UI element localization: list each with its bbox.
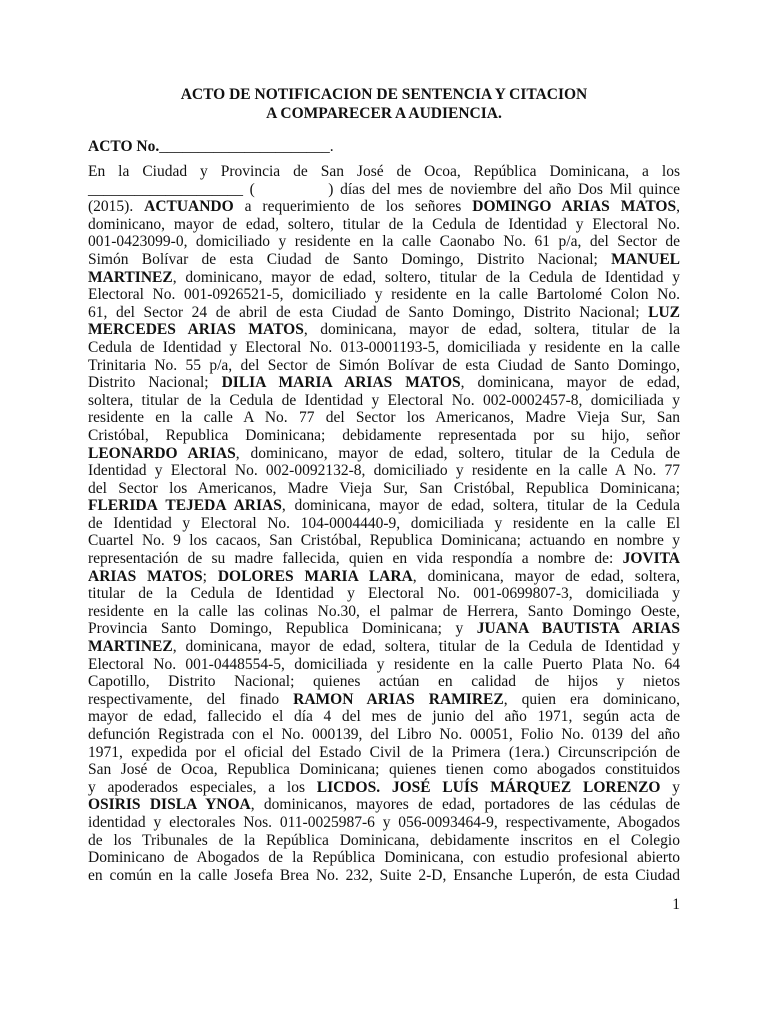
body-line: [88, 181, 680, 199]
body-line: [88, 321, 680, 339]
text-segment: , dominicana, mayor de edad, soltera, titular de la: [303, 321, 680, 339]
bold-name-segment: MARTINEZ: [88, 268, 173, 286]
text-segment: Dominicano de Abogados de la República Dominicana, con estudio profesional abierto: [88, 849, 680, 867]
body-line: [88, 867, 680, 885]
text-segment: San José de Ocoa, Republica Dominicana; quienes tienen como abogados constituidos: [88, 761, 680, 779]
body-line: [88, 744, 680, 762]
body-line: [88, 603, 680, 621]
acto-label: ACTO No.: [88, 138, 160, 155]
text-segment: en común en la calle Josefa Brea No. 232, Suite 2-D, Ensanche Luperón, de esta Ciudad: [88, 866, 680, 884]
text-segment: En la Ciudad y Provincia de San José de Ocoa, República Dominicana, a los: [88, 163, 680, 180]
body-line: [88, 198, 680, 216]
text-segment: soltera, titular de la Cedula de Identidad y Electoral No. 002-0002457-8, domiciliada y: [88, 391, 680, 409]
text-segment: y apoderados especiales, a los: [88, 778, 317, 796]
body-line: [88, 515, 680, 533]
text-segment: Distrito Nacional;: [88, 374, 222, 392]
body-line: [88, 656, 680, 674]
body-line: [88, 620, 680, 638]
body-line: [88, 796, 680, 814]
text-segment: a requerimiento de los señores: [233, 198, 473, 216]
text-segment: de Identidad y Electoral No. 104-0004440-9, domiciliada y residente en la calle El: [88, 514, 680, 532]
text-segment: mayor de edad, fallecido el día 4 del mes de junio del año 1971, según acta de: [88, 708, 680, 726]
bold-name-segment: LUZ: [648, 303, 680, 321]
bold-name-segment: JUANA BAUTISTA ARIAS: [476, 620, 681, 638]
body-line: [88, 409, 680, 427]
body-line: [88, 691, 680, 709]
text-segment: , dominicana, mayor de edad, soltera, titular de la Cedula: [281, 497, 680, 515]
body-line: [88, 532, 680, 550]
body-line: [88, 269, 680, 287]
bold-name-segment: DOLORES MARIA LARA: [217, 567, 413, 585]
bold-name-segment: RAMON ARIAS RAMIREZ: [293, 690, 504, 708]
body-line: [88, 251, 680, 269]
text-segment: Electoral No. 001-0448554-5, domiciliada y residente en la calle Puerto Plata No. 64: [88, 655, 680, 673]
document-title-line-2: A COMPARECER A AUDIENCIA.: [266, 105, 502, 122]
body-line: [88, 832, 680, 850]
text-segment: Cuartel No. 9 los cacaos, San Cristóbal, Republica Dominicana; actuando en nombre y: [88, 532, 680, 550]
text-segment: dominicano, mayor de edad, soltero, titular de la Cedula de Identidad y Electoral No.: [88, 215, 680, 233]
text-segment: representación de su madre fallecida, quien en vida respondía a nombre de:: [88, 550, 623, 568]
text-segment: residente en la calle A No. 77 del Sector los Americanos, Madre Vieja Sur, San: [88, 409, 680, 427]
text-segment: ;: [202, 567, 218, 585]
page-number: 1: [672, 896, 680, 913]
body-line: [88, 638, 680, 656]
bold-name-segment: LEONARDO ARIAS: [88, 444, 236, 462]
text-segment: Provincia Santo Domingo, Republica Dominicana; y: [88, 620, 477, 638]
body-line: [88, 286, 680, 304]
text-segment: de los Tribunales de la República Dominicana, debidamente inscritos en el Colegio: [88, 831, 680, 849]
text-segment: 001-0423099-0, domiciliado y residente en la calle Caonabo No. 61 p/a, del Sector de: [88, 233, 680, 251]
text-segment: , dominicano, mayor de edad, soltero, titular de la Cedula de: [235, 444, 680, 462]
bold-name-segment: DILIA MARIA ARIAS MATOS: [221, 374, 461, 392]
bold-name-segment: FLERIDA TEJEDA ARIAS: [88, 497, 282, 515]
text-segment: Trinitaria No. 55 p/a, del Sector de Simón Bolívar de esta Ciudad de Santo Domingo,: [88, 356, 680, 374]
bold-name-segment: JOVITA: [622, 550, 680, 568]
body-line: [88, 304, 680, 322]
text-segment: Cristóbal, Republica Dominicana; debidamente representada por su hijo, señor: [88, 426, 680, 444]
body-line: [88, 445, 680, 463]
body-line: [88, 761, 680, 779]
acto-number-blank: ______________________: [159, 138, 330, 155]
body-line: [88, 849, 680, 867]
bold-name-segment: MANUEL: [611, 250, 680, 268]
text-segment: , dominicanos, mayores de edad, portadores de las cédulas de: [250, 796, 681, 814]
body-line: [88, 550, 680, 568]
text-segment: , dominicana, mayor de edad,: [460, 374, 681, 392]
bold-name-segment: MERCEDES ARIAS MATOS: [88, 321, 304, 339]
body-line: [88, 374, 680, 392]
text-segment: , dominicano, mayor de edad, soltero, titular de la Cedula de Identidad y: [172, 268, 680, 286]
acto-period: .: [329, 138, 334, 155]
bold-name-segment: DOMINGO ARIAS MATOS: [472, 198, 677, 216]
text-segment: y: [660, 778, 681, 796]
text-segment: Cedula de Identidad y Electoral No. 013-0001193-5, domiciliada y residente en la calle: [88, 338, 680, 356]
body-line: [88, 462, 680, 480]
bold-name-segment: ACTUANDO: [144, 198, 234, 216]
body-line: [88, 216, 680, 234]
acto-number-line: [88, 138, 680, 156]
text-segment: Electoral No. 001-0926521-5, domiciliado y residente en la calle Bartolomé Colon No.: [88, 286, 680, 304]
bold-name-segment: OSIRIS DISLA YNOA: [88, 796, 251, 814]
text-segment: defunción Registrada con el No. 000139, del Libro No. 00051, Folio No. 0139 del año: [88, 726, 680, 743]
body-line: [88, 392, 680, 410]
text-segment: residente en la calle las colinas No.30, el palmar de Herrera, Santo Domingo Oeste,: [88, 602, 680, 620]
text-segment: ,: [676, 198, 680, 216]
body-line: [88, 726, 680, 744]
text-segment: respectivamente, del finado: [88, 690, 294, 708]
body-line: [88, 497, 680, 515]
body-text: [88, 163, 680, 884]
text-segment: , dominicana, mayor de edad, soltera,: [412, 567, 680, 585]
body-line: [88, 163, 680, 181]
bold-name-segment: LICDOS. JOSÉ LUÍS MÁRQUEZ LORENZO: [316, 778, 661, 796]
text-segment: identidad y electorales Nos. 011-0025987-6 y 056-0093464-9, respectivamente, Abogados: [88, 813, 680, 831]
bold-name-segment: ARIAS MATOS: [88, 567, 203, 585]
body-line: [88, 427, 680, 445]
bold-name-segment: MARTINEZ: [88, 638, 173, 656]
text-segment: , dominicana, mayor de edad, soltera, titular de la Cedula de Identidad y: [172, 638, 680, 656]
body-line: [88, 814, 680, 832]
text-segment: Simón Bolívar de esta Ciudad de Santo Domingo, Distrito Nacional;: [88, 250, 612, 268]
body-line: [88, 673, 680, 691]
document-title-line-1: ACTO DE NOTIFICACION DE SENTENCIA Y CITACION: [180, 86, 588, 103]
body-line: [88, 357, 680, 375]
text-segment: Capotillo, Distrito Nacional; quienes actúan en calidad de hijos y nietos: [88, 673, 680, 691]
text-segment: 1971, expedida por el oficial del Estado Civil de la Primera (1era.) Circunscripción de: [88, 743, 680, 761]
text-segment: ____________________ ( ) días del mes de noviembre del año Dos Mil quince: [88, 180, 680, 198]
body-line: [88, 708, 680, 726]
text-segment: del Sector los Americanos, Madre Vieja Sur, San Cristóbal, Republica Dominicana;: [88, 479, 680, 497]
body-line: [88, 568, 680, 586]
text-segment: , quien era dominicano,: [503, 690, 680, 708]
document-title: [88, 85, 680, 123]
body-line: [88, 480, 680, 498]
text-segment: Identidad y Electoral No. 002-0092132-8, domiciliado y residente en la calle A No. 77: [88, 462, 680, 480]
body-line: [88, 339, 680, 357]
text-segment: titular de la Cedula de Identidad y Electoral No. 001-0699807-3, domiciliada y: [88, 585, 680, 603]
body-line: [88, 779, 680, 797]
text-segment: (2015).: [88, 198, 145, 216]
body-line: [88, 585, 680, 603]
text-segment: 61, del Sector 24 de abril de esta Ciudad de Santo Domingo, Distrito Nacional;: [88, 303, 649, 321]
body-line: [88, 233, 680, 251]
